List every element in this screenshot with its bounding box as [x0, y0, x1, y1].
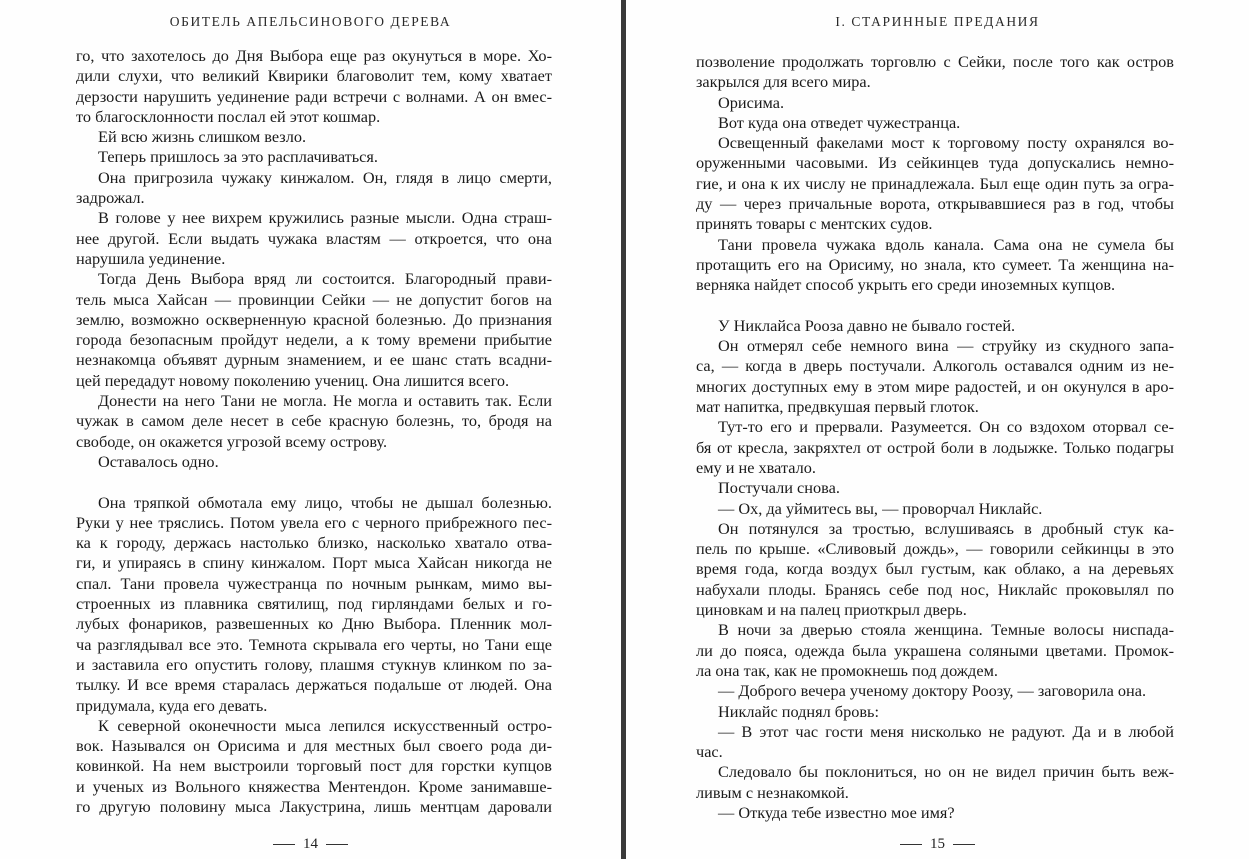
text-line: В ночи за дверью стояла женщина. Темные волосы ниспада- [718, 620, 1174, 640]
text-line: Оставалось одно. [98, 451, 219, 471]
text-line: цей передадут новому поколению учениц. Она лишится всего. [76, 370, 510, 390]
text-line: го, что захотелось до Дня Выбора еще раз окунуться в море. Хо- [76, 46, 552, 65]
text-line: Постучали снова. [718, 478, 840, 498]
page-number: 15 [930, 836, 945, 852]
right-page-text [696, 52, 1174, 823]
text-line: дили слухи, что великий Квирики благоволит тем, кому хватает [76, 66, 552, 86]
text-line: Донести на него Тани не могла. Не могла и оставить так. Если [98, 391, 552, 411]
text-line: Теперь пришлось за это расплачиваться. [98, 147, 378, 167]
text-line: го другую половину мыса Лакустрина, лишь ментцам даровали [76, 796, 552, 816]
text-line: ковинкой. На нем выстроили торговый пост для горстки купцов [76, 756, 552, 776]
text-line: спал. Тани провела чужестранца по ночным рынкам, мимо вы- [76, 573, 552, 593]
text-line: — В этот час гости меня нисколько не радуют. Да и в любой [718, 721, 1174, 741]
text-line: — Ох, да уймитесь вы, — проворчал Никлайс. [718, 498, 1043, 518]
section-break [76, 472, 552, 492]
left-page [0, 0, 621, 859]
page-number-right [626, 836, 1249, 853]
text-line: тель мыса Хайсан — провинции Сейки — не допустит богов на [76, 289, 552, 309]
text-line: У Никлайса Рооза давно не бывало гостей. [718, 315, 1016, 335]
text-line: придумала, куда его девать. [76, 695, 268, 715]
text-line: Тани провела чужака вдоль канала. Сама она не сумела бы [718, 234, 1174, 254]
section-break [696, 296, 1174, 316]
text-line: Тогда День Выбора вряд ли состоится. Благородный прави- [98, 269, 552, 289]
text-line: Освещенный факелами мост к торговому посту охранялся во- [718, 133, 1174, 153]
text-line: ла она так, как не промокнешь под дождем. [696, 660, 998, 680]
text-line: ду — через причальные ворота, открывавшиеся раз в год, чтобы [696, 194, 1174, 214]
text-line: лубых фонариков, развешенных ко Дню Выбора. Пленник мол- [76, 614, 552, 634]
text-line: Ей всю жизнь слишком везло. [98, 127, 307, 147]
page-number-left [0, 836, 621, 853]
text-line: Она тряпкой обмотала ему лицо, чтобы не дышал болезнью. [98, 492, 552, 512]
text-line: пель по крыше. «Сливовый дождь», — говорили сейкинцы в это [696, 539, 1174, 559]
text-line: циновкам и на палец приоткрыл дверь. [696, 600, 967, 620]
text-line: закрылся для всего мира. [696, 72, 871, 92]
text-line: нее другой. Если выдать чужака властям — откроется, что она [76, 228, 552, 248]
footer-dash [326, 844, 348, 845]
text-line: Тут-то его и прервали. Разумеется. Он со вздохом оторвал се- [718, 417, 1174, 437]
text-line: Вот куда она отведет чужестранца. [718, 112, 961, 132]
text-line: тылку. И все время старалась держаться подальше от людей. Она [76, 675, 552, 695]
text-line: то благосклонности послал ей этот кошмар. [76, 106, 381, 126]
text-line: принять товары с ментских судов. [696, 214, 933, 234]
text-line: набухали плоды. Бранясь себе под нос, Никлайс проковылял по [696, 579, 1174, 599]
right-page [626, 0, 1249, 859]
text-line: ка к городу, держась настолько близко, насколько хватало отва- [76, 533, 552, 553]
running-header-left: ОБИТЕЛЬ АПЕЛЬСИНОВОГО ДЕРЕВА [169, 14, 452, 29]
text-line: — Доброго вечера ученому доктору Роозу, — заговорила она. [718, 681, 1147, 701]
text-line: бя от кресла, закряхтел от острой боли в лодыжке. Только подагры [696, 437, 1174, 457]
footer-dash [273, 844, 295, 845]
text-line: оруженными часовыми. Из сейкинцев туда допускались немно- [696, 153, 1174, 173]
text-line: свободе, он окажется угрозой всему острову. [76, 431, 388, 451]
text-line: ли до пояса, одежда была украшена соляными цветами. Промок- [696, 640, 1174, 660]
text-line: час. [696, 742, 723, 762]
footer-dash [900, 844, 922, 845]
text-line: К северной оконечности мыса лепился искусственный остро- [98, 715, 552, 735]
text-line: землю, возможно оскверненную красной болезнью. До признания [76, 309, 552, 329]
text-line: города безопасным пройдут недели, а к тому времени прибытие [76, 330, 552, 350]
page-number: 14 [303, 836, 318, 852]
text-line: время года, когда воздух был густым, как облако, а на деревьях [696, 559, 1174, 579]
text-line: многих доступных ему в этом мире радостей, и он окунулся в аро- [696, 376, 1174, 396]
text-line: гие, и она к их числу не принадлежала. Был еще один путь за огра- [696, 173, 1174, 193]
text-line: мат напитка, предвкушая первый глоток. [696, 397, 979, 417]
text-line: Он потянулся за тростью, вслушиваясь в дробный стук ка- [718, 518, 1174, 538]
text-line: чужак в самом деле несет в себе красную болезнь, то, бродя на [76, 411, 552, 431]
text-line: незнакомца объявят дурным знамением, и ее шанс стать всадни- [76, 350, 552, 370]
text-line: позволение продолжать торговлю с Сейки, после того как остров [696, 52, 1174, 71]
footer-dash [953, 844, 975, 845]
text-line: вок. Назывался он Орисима и для местных был своего рода ди- [76, 736, 552, 756]
text-line: и заставила его опустить голову, плашмя стукнув клинком по за- [76, 654, 552, 674]
text-line: Орисима. [718, 92, 785, 112]
text-line: строенных из плавника святилищ, под гирляндами белых и го- [76, 594, 552, 614]
text-line: Следовало бы поклониться, но он не видел причин быть веж- [718, 762, 1174, 782]
text-line: нарушила уединение. [76, 248, 226, 268]
text-line: и ученых из Вольного княжества Ментендон. Кроме занимавше- [76, 776, 552, 796]
text-line: протащить его на Орисиму, но знала, кто сумеет. Та женщина на- [696, 254, 1174, 274]
running-header-right: I. СТАРИННЫЕ ПРЕДАНИЯ [835, 14, 1040, 29]
text-line: са, — когда в дверь постучали. Алкоголь оставался одним из не- [696, 356, 1174, 376]
text-line: ги, и упираясь в спину кинжалом. Порт мыса Хайсан никогда не [76, 553, 552, 573]
text-line: Она пригрозила чужаку кинжалом. Он, глядя в лицо смерти, [98, 167, 552, 187]
text-line: Он отмерял себе немного вина — струйку из скудного запа- [718, 336, 1174, 356]
text-line: ча разглядывал все это. Темнота скрывала его черты, но Тани еще [76, 634, 552, 654]
text-line: дерзости нарушить уединение ради встречи с волнами. А он вмес- [76, 86, 552, 106]
text-line: В голове у нее вихрем кружились разные мысли. Одна страш- [98, 208, 552, 228]
text-line: — Откуда тебе известно мое имя? [718, 802, 955, 822]
left-page-text [76, 46, 552, 817]
text-line: верняка найдет способ укрыть его среди иноземных купцов. [696, 275, 1116, 295]
text-line: ему и не хватало. [696, 457, 816, 477]
text-line: задрожал. [76, 188, 145, 208]
text-line: ливым с незнакомкой. [696, 782, 849, 802]
text-line: Руки у нее тряслись. Потом увела его с черного прибрежного пес- [76, 512, 552, 532]
text-line: Никлайс поднял бровь: [718, 701, 880, 721]
